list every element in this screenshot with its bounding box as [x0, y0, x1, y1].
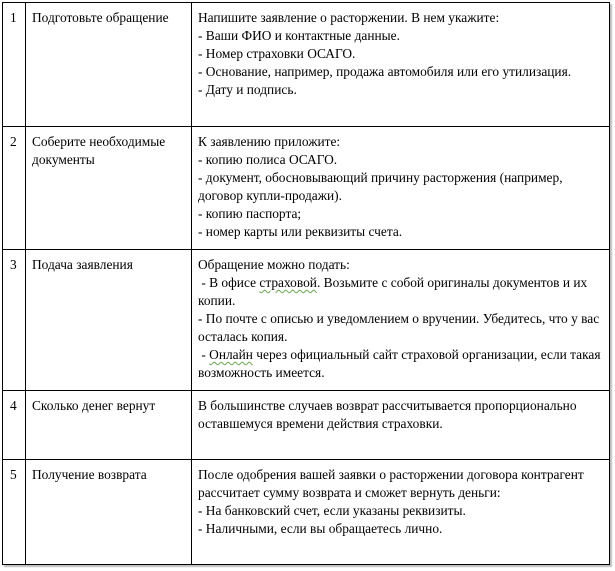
table-row [3, 250, 610, 391]
step-number: 5 [3, 460, 26, 565]
step-number: 2 [3, 127, 26, 250]
step-description [192, 250, 610, 391]
step-title: Подготовьте обращение [26, 3, 192, 127]
step-text-line: В большинстве случаев возврат рассчитывается пропорционально оставшемуся времени действия страховки. [198, 398, 577, 431]
step-number: 3 [3, 250, 26, 391]
step-title: Получение возврата [26, 460, 192, 565]
text-fragment: - [198, 347, 210, 362]
text-fragment: через официальный сайт страховой организации, если такая возможность имеется. [198, 347, 601, 380]
table-row [3, 127, 610, 250]
spellcheck-marked-word: Онлайн [209, 347, 253, 362]
step-text-line: - По почте с описью и уведомлением о вручении. Убедитесь, что у вас осталась копия. [198, 311, 600, 344]
step-text-line: - копию полиса ОСАГО. [198, 152, 338, 167]
step-description [192, 3, 610, 127]
step-text-line: - номер карты или реквизиты счета. [198, 224, 403, 239]
step-description [192, 460, 610, 565]
step-number: 1 [3, 3, 26, 127]
step-text-line: - Ваши ФИО и контактные данные. [198, 28, 400, 43]
step-description [192, 391, 610, 460]
spellcheck-marked-word: страховой [259, 275, 317, 290]
step-text-line [198, 346, 605, 382]
step-text-line: - Дату и подпись. [198, 82, 297, 97]
step-text-line [198, 274, 605, 310]
step-title: Соберите необходимые документы [26, 127, 192, 250]
step-text-line: Обращение можно подать: [198, 257, 350, 272]
text-fragment: - В офисе [198, 275, 260, 290]
step-text-line: - Основание, например, продажа автомобиля или его утилизация. [198, 64, 572, 79]
table-row [3, 391, 610, 460]
step-text-line: - На банковский счет, если указаны реквизиты. [198, 503, 466, 518]
step-text-line: После одобрения вашей заявки о расторжении договора контрагент рассчитает сумму возврата и сможет вернуть деньги: [198, 467, 584, 500]
step-text-line: - документ, обосновывающий причину расторжения (например, договор купли-продажи). [198, 170, 563, 203]
step-text-line: Напишите заявление о расторжении. В нем укажите: [198, 10, 500, 25]
step-title: Подача заявления [26, 250, 192, 391]
step-text-line: - Номер страховки ОСАГО. [198, 46, 356, 61]
table-row [3, 460, 610, 565]
step-description [192, 127, 610, 250]
step-text-line: - Наличными, если вы обращаетесь лично. [198, 521, 443, 536]
step-text-line: К заявлению приложите: [198, 134, 341, 149]
steps-table [2, 2, 610, 565]
step-number: 4 [3, 391, 26, 460]
step-title: Сколько денег вернут [26, 391, 192, 460]
step-text-line: - копию паспорта; [198, 206, 302, 221]
table-row [3, 3, 610, 127]
text-fragment: . Возьмите с собой оригиналы документов и их копии. [198, 275, 588, 308]
